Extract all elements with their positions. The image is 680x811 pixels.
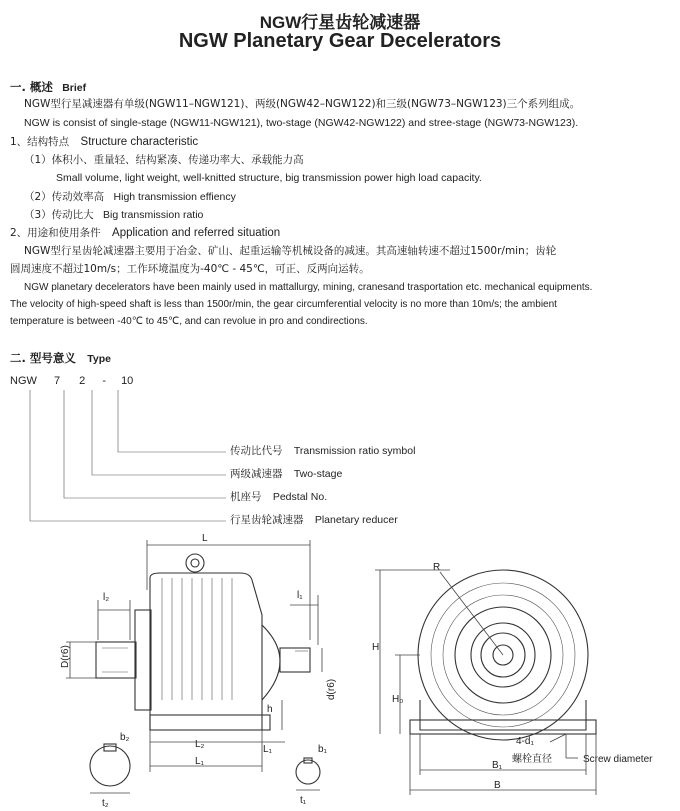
structure-item-1-en: Small volume, light weight, well-knitted structure, big transmission power high load capacity. [56,172,482,184]
dim-t2: t₂ [102,798,109,809]
structure-item-1-cn: （1）体积小、重量轻、结构紧凑、传递功率大、承载能力高 [24,154,304,166]
dim-b1: b₁ [318,744,327,755]
structure-heading-cn: 1、结构特点 [10,136,70,148]
application-heading-en: Application and referred situation [112,227,281,239]
title-en: NGW Planetary Gear Decelerators [178,30,502,52]
legend-stage-en: Two-stage [293,468,343,480]
type-code-ratio: 10 [121,375,134,387]
type-leader-lines [30,390,226,521]
structure-item-2-cn: （2）传动效率高 [24,191,105,203]
type-heading-cn: 二. 型号意义 [10,351,76,365]
screw-label-en: Screw diameter [583,754,653,765]
structure-item-2-en: High transmission effiency [113,191,236,203]
legend-reducer-cn: 行星齿轮减速器 [230,514,304,526]
legend-ratio-en: Transmission ratio symbol [293,445,416,457]
dim-L1: L₁ [195,756,204,767]
dim-h: h [267,704,273,715]
shaft-section-right [296,744,328,806]
dim-l1-top: l₁ [297,590,303,601]
dim-B1: B₁ [492,760,503,771]
dim-H0: H₀ [392,694,404,705]
dim-b2: b₂ [120,732,130,743]
legend-reducer-en: Planetary reducer [314,514,398,526]
title-cn: NGW行星齿轮减速器 [259,13,421,32]
structure-item-3-en: Big transmission ratio [103,209,204,221]
dim-H: H [372,642,380,653]
type-code-dash: - [102,375,106,387]
type-code-stage: 2 [79,375,86,387]
dim-L: L [202,533,208,544]
structure-heading-en: Structure characteristic [80,136,199,148]
brief-heading-en: Brief [62,82,87,94]
dim-d: d(r6) [326,678,337,700]
legend-ratio-cn: 传动比代号 [230,445,283,457]
legend-pedestal-cn: 机座号 [230,491,262,503]
brief-p1-en: NGW is consist of single-stage (NGW11-NGW121), two-stage (NGW42-NGW122) and stree-stage (NGW73-NGW123). [24,117,579,129]
dim-R: R [433,562,441,573]
front-view [60,533,337,772]
dim-D: D(r6) [60,645,71,668]
legend-stage-cn: 两级减速器 [230,468,283,480]
type-code-pedestal: 7 [53,375,61,387]
brief-p1-cn: NGW型行星减速器有单级(NGW11–NGW121)、两级(NGW42–NGW122)和三级(NGW73–NGW123)三个系列组成。 [24,98,581,110]
application-cn-line-1: NGW型行星齿轮减速器主要用于冶金、矿山、起重运输等机械设备的减速。其高速轴转速不超过1500r/min；齿轮 [24,245,557,257]
type-code-prefix: NGW [10,375,37,387]
structure-item-3-cn: （3）传动比大 [24,209,94,221]
application-en-line-2: The velocity of high-speed shaft is less than 1500r/min, the gear circumferential velocity is no more than 10m/s; the ambient [10,299,557,310]
application-cn-line-2: 圆周速度不超过10m/s；工作环境温度为-40℃ - 45℃，可正、反两向运转。 [10,263,370,275]
brief-heading-cn: 一. 概述 [10,80,53,94]
dim-t1: t₁ [300,795,307,806]
side-view [372,562,653,795]
dim-l2: l₂ [103,592,110,603]
application-en-line-3: temperature is between -40℃ to 45℃, and can revolue in pro and condirections. [10,316,368,327]
application-en-line-1: NGW planetary decelerators have been mainly used in mattallurgy, mining, cranesand trasportation etc. mechanical equipments. [24,282,593,293]
screw-label-cn: 螺栓直径 [512,754,552,765]
shaft-section-left [90,732,130,809]
dim-L2: L₂ [195,739,205,750]
legend-pedestal-en: Pedstal No. [272,491,328,503]
type-heading-en: Type [87,353,111,365]
dim-B: B [494,780,501,791]
dim-L1-small: L₁ [263,744,272,755]
application-heading-cn: 2、用途和使用条件 [10,227,101,239]
dim-4d1: 4-d₁ [516,736,534,747]
